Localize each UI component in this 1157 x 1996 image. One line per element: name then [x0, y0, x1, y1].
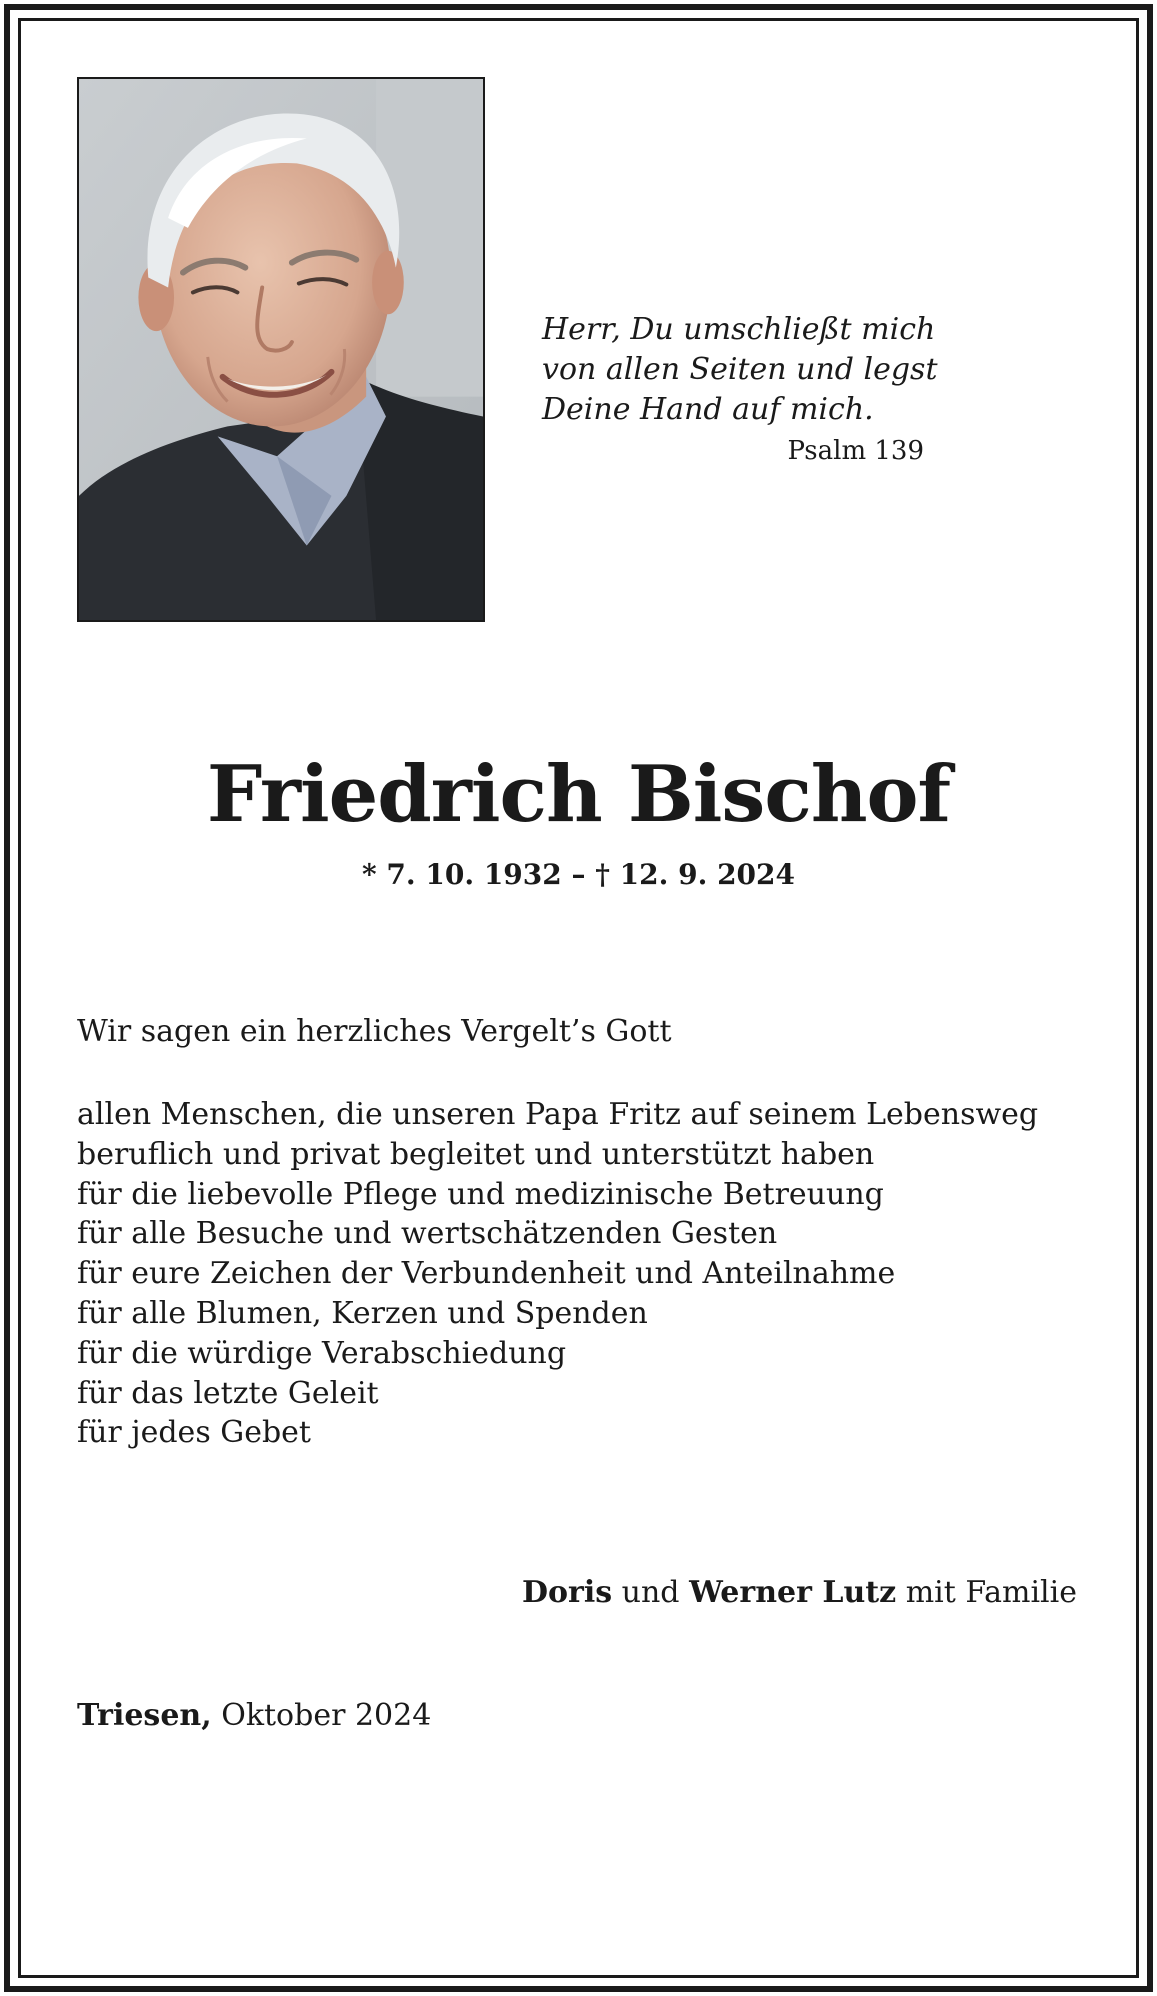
deceased-name: Friedrich Bischof — [206, 749, 951, 840]
thanks-line: beruflich und privat begleitet und unterstützt haben — [77, 1136, 875, 1172]
signature-suffix: mit Familie — [905, 1575, 1077, 1610]
thanks-line: für eure Zeichen der Verbundenheit und Anteilnahme — [77, 1256, 896, 1292]
portrait-photo — [77, 77, 485, 622]
portrait-icon — [79, 79, 483, 620]
thanks-line: für die würdige Verabschiedung — [77, 1335, 567, 1371]
quote-line: Deine Hand auf mich. — [542, 392, 874, 427]
thanks-line: für alle Besuche und wertschätzenden Gesten — [77, 1216, 778, 1252]
thanks-heading: Wir sagen ein herzliches Vergelt’s Gott — [77, 1014, 672, 1049]
thanks-list — [77, 1095, 1038, 1453]
date: Oktober 2024 — [221, 1698, 432, 1733]
quote-line: Herr, Du umschließt mich — [542, 312, 936, 347]
quote-line: von allen Seiten und legst — [542, 352, 938, 387]
thanks-line: für alle Blumen, Kerzen und Spenden — [77, 1295, 648, 1331]
thanks-line: für das letzte Geleit — [77, 1375, 379, 1411]
place-date — [77, 1696, 431, 1736]
thanks-line: allen Menschen, die unseren Papa Fritz auf seinem Lebensweg — [77, 1097, 1039, 1132]
signature-name-doris: Doris — [521, 1575, 613, 1610]
signature-conjunction: und — [621, 1575, 680, 1610]
thanks-line: für die liebevolle Pflege und medizinische Betreuung — [77, 1176, 884, 1212]
life-dates: * 7. 10. 1932 – † 12. 9. 2024 — [361, 858, 795, 891]
thanks-line: für jedes Gebet — [77, 1415, 311, 1451]
place: Triesen, — [77, 1698, 212, 1733]
quote-source: Psalm 139 — [787, 436, 924, 466]
psalm-quote — [542, 310, 962, 430]
signature — [0, 1573, 1077, 1613]
signature-name-werner: Werner Lutz — [689, 1575, 897, 1610]
